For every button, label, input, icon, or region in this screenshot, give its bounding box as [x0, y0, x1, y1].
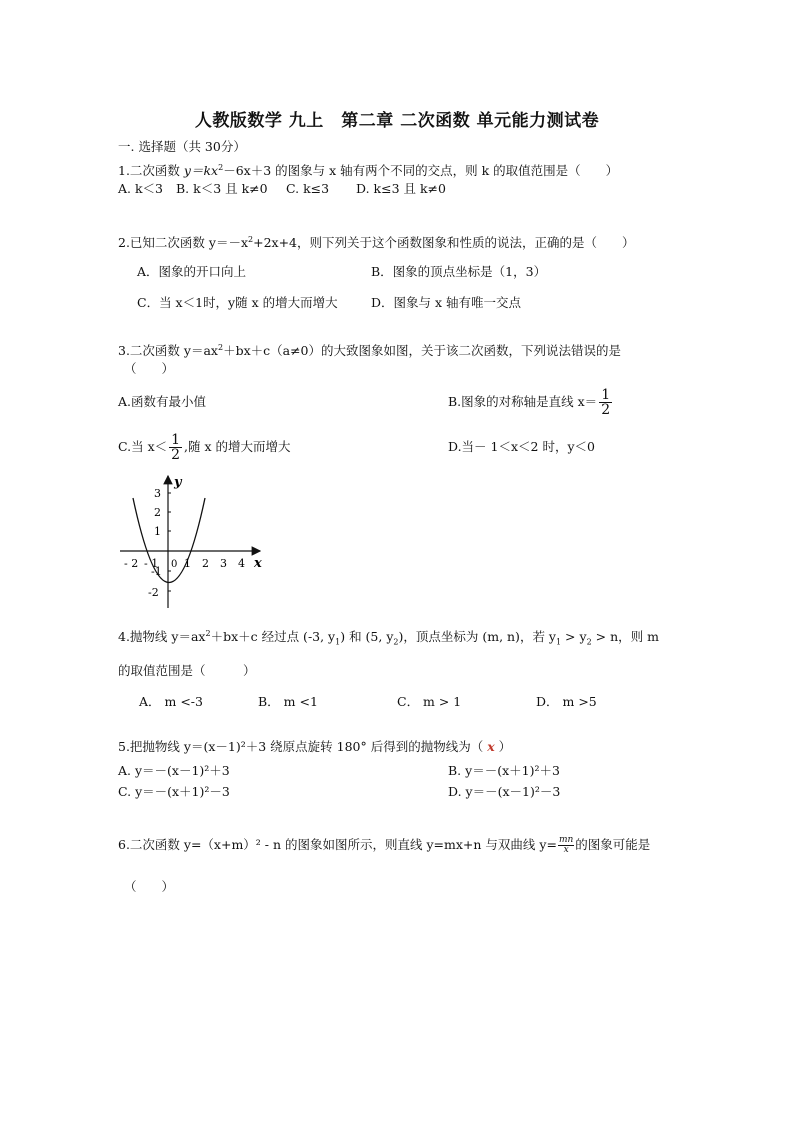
- question-1: [118, 160, 618, 179]
- q3-option-a: A.函数有最小值: [118, 394, 207, 409]
- y-tick-label: 1: [154, 525, 161, 538]
- y-tick-label: 2: [154, 506, 161, 519]
- q6-paren: （ ）: [124, 879, 175, 894]
- q3-option-b-fraction: [599, 388, 612, 417]
- q4-line-2: 的取值范围是（ ）: [118, 663, 256, 678]
- origin-label: 0: [171, 559, 178, 570]
- q4-text-4: )，顶点坐标为 (m, n)，若 y: [398, 629, 556, 645]
- q3-exponent: 2: [217, 343, 224, 352]
- q2-text-start: 2.已知二次函数 y＝－x: [118, 235, 249, 251]
- q5-option-c: C. y＝－(x＋1)²－3: [118, 784, 230, 799]
- x-tick-label: 1: [184, 557, 191, 570]
- q1-text-start: 1.二次函数: [118, 163, 184, 179]
- q4-text-1: 4.抛物线 y＝ax: [118, 629, 206, 645]
- q3-option-b: [448, 382, 614, 422]
- parabola-graph: [114, 470, 270, 612]
- q5-text-start: 5.把抛物线 y＝(x－1)²＋3 绕原点旋转 180° 后得到的抛物线为（: [118, 739, 488, 754]
- q3-option-c-fraction: [169, 433, 182, 462]
- q5-text-end: ）: [494, 739, 512, 754]
- y-tick-label: -2: [148, 586, 159, 599]
- q2-option-d: D．图象与 x 轴有唯一交点: [371, 295, 522, 310]
- page-title: 人教版数学 九上 第二章 二次函数 单元能力测试卷: [194, 111, 600, 131]
- q4-text-3: ) 和 (5, y: [340, 629, 394, 645]
- q1-text-end: －6x＋3 的图象与 x 轴有两个不同的交点，则 k 的取值范围是（ ）: [223, 163, 619, 179]
- q4-text-2: ＋bx＋c 经过点 (-3, y: [210, 629, 336, 645]
- q3-text-start: 3.二次函数 y＝ax: [118, 343, 218, 359]
- q5-option-a: A. y＝－(x－1)²＋3: [118, 763, 230, 778]
- q2-option-c: C．当 x＜1时，y随 x 的增大而增大: [137, 295, 338, 310]
- fraction-numerator: 1: [171, 432, 181, 448]
- q4-subscript: 1: [555, 637, 562, 647]
- y-tick-label: 3: [154, 487, 161, 500]
- question-3: [118, 340, 621, 359]
- question-4: [118, 626, 659, 651]
- q1-option-d: D. k≤3 且 k≠0: [356, 181, 446, 196]
- fraction-denominator: 2: [171, 447, 181, 463]
- q1-exponent: 2: [218, 163, 224, 172]
- q4-text-5: > y: [561, 629, 587, 645]
- question-5: [118, 739, 511, 755]
- q3-option-b-text: B.图象的对称轴是直线 x＝: [448, 394, 598, 409]
- q3-text-end: ＋bx＋c（a≠0）的大致图象如图，关于该二次函数，下列说法错误的是: [223, 343, 621, 359]
- fraction-denominator: x: [563, 845, 569, 855]
- q3-option-c-text-end: ,随 x 的增大而增大: [184, 439, 291, 454]
- q4-subscript: 2: [393, 637, 399, 647]
- q4-subscript: 2: [586, 637, 592, 647]
- q5-option-b: B. y＝－(x＋1)²＋3: [448, 763, 560, 778]
- x-tick-label: 2: [202, 557, 209, 570]
- fraction-numerator: mn: [558, 835, 574, 845]
- q4-option-c: C． m > 1: [397, 694, 462, 709]
- q2-exponent: 2: [248, 235, 254, 244]
- q3-option-d: D.当－ 1＜x＜2 时，y＜0: [448, 439, 595, 454]
- q4-option-d: D． m >5: [536, 694, 597, 709]
- question-2: [118, 232, 635, 251]
- y-tick-label: -1: [151, 565, 162, 578]
- q3-option-c: [118, 427, 291, 467]
- q1-option-c: C. k≤3: [286, 181, 330, 196]
- question-6: [118, 828, 650, 862]
- q5-answer-mark: x: [487, 739, 495, 754]
- q3-option-c-text-start: C.当 x＜: [118, 439, 168, 454]
- section-heading: 一. 选择题（共 30分）: [118, 139, 246, 154]
- fraction-denominator: 2: [601, 402, 611, 418]
- q2-option-a: A．图象的开口向上: [137, 264, 247, 279]
- q1-option-a: A. k＜3: [118, 181, 164, 196]
- q1-option-b: B. k＜3 且 k≠0: [176, 181, 268, 196]
- q6-text-end: 的图象可能是: [575, 837, 651, 852]
- x-tick-label: 4: [238, 557, 245, 570]
- x-axis-label: x: [254, 556, 262, 571]
- fraction-numerator: 1: [601, 387, 611, 403]
- q4-text-6: > n，则 m: [591, 629, 659, 645]
- x-tick-label: - 1: [144, 557, 159, 570]
- x-tick-label: - 2: [124, 557, 139, 570]
- y-axis-label: y: [174, 475, 182, 490]
- x-tick-label: 3: [220, 557, 227, 570]
- q2-text-end: +2x+4，则下列关于这个函数图象和性质的说法，正确的是（ ）: [253, 235, 635, 251]
- q6-text-start: 6.二次函数 y=（x+m）² - n 的图象如图所示，则直线 y=mx+n 与双曲线 y=: [118, 837, 557, 852]
- q4-option-b: B． m <1: [258, 694, 318, 709]
- q4-exponent: 2: [205, 629, 211, 638]
- q4-option-a: A． m <-3: [139, 694, 203, 709]
- q3-paren: （ ）: [124, 361, 175, 376]
- q4-subscript: 1: [335, 637, 341, 647]
- q2-option-b: B．图象的顶点坐标是（1，3）: [371, 264, 547, 279]
- q5-option-d: D. y＝－(x－1)²－3: [448, 784, 561, 799]
- q6-fraction: [558, 836, 574, 855]
- q1-expression: y＝kx: [183, 163, 219, 179]
